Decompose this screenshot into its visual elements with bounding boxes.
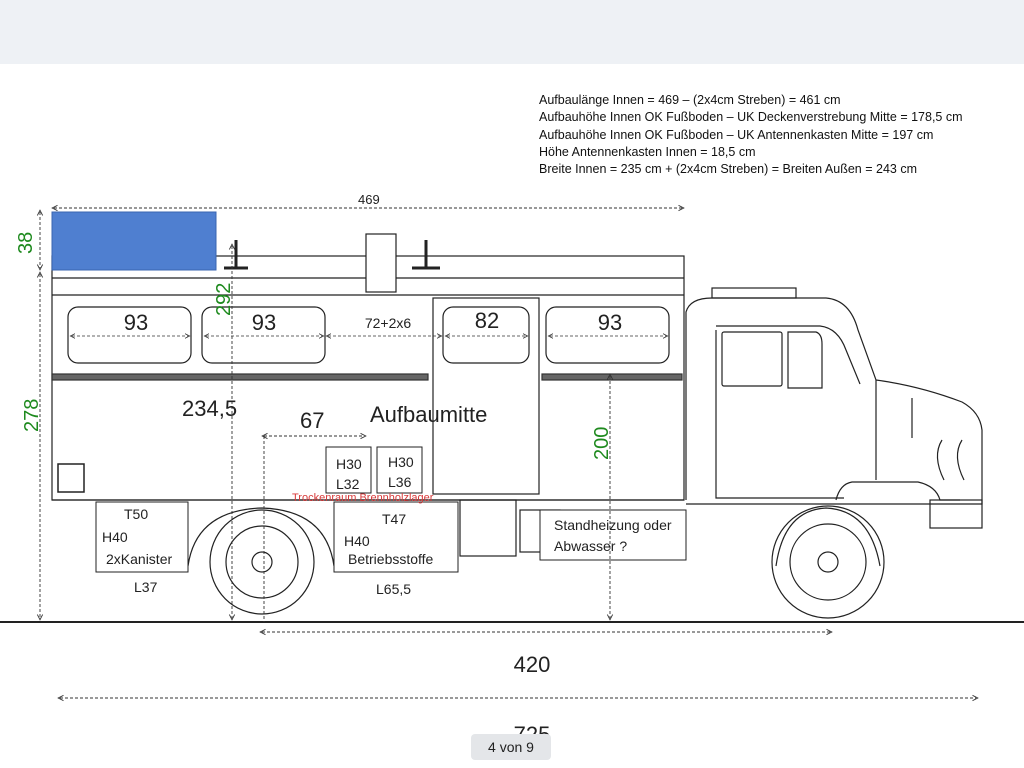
note-line: Höhe Antennenkasten Innen = 18,5 cm <box>539 144 756 159</box>
note-line: Aufbauhöhe Innen OK Fußboden – UK Deckenverstrebung Mitte = 178,5 cm <box>539 110 963 125</box>
box-a-l: L32 <box>336 476 360 492</box>
standheizung-line2: Abwasser ? <box>554 538 628 554</box>
betrieb-l: L65,5 <box>376 581 412 597</box>
truck-cab <box>686 288 982 528</box>
kanister-name: 2xKanister <box>106 551 173 567</box>
dim-top-length: 469 <box>358 192 380 207</box>
note-line: Aufbauhöhe Innen OK Fußboden – UK Antennenkasten Mitte = 197 cm <box>539 127 934 142</box>
page-indicator: 4 von 9 <box>471 734 551 760</box>
dim-292: 292 <box>213 282 235 316</box>
aufbaumitte-label: Aufbaumitte <box>370 402 488 427</box>
box-b-l: L36 <box>388 474 412 490</box>
cabinet-3-label: 82 <box>474 308 500 333</box>
cabinet-4-label: 93 <box>597 310 623 335</box>
cabinet-2-label: 93 <box>251 310 277 335</box>
dim-200: 200 <box>591 426 613 460</box>
kanister-h: H40 <box>102 529 128 545</box>
kanister-l: L37 <box>134 579 158 595</box>
dim-wheelbase: 420 <box>513 652 551 677</box>
betrieb-t: T47 <box>382 511 407 527</box>
antenna-box <box>52 212 216 270</box>
pos-2345-label: 234,5 <box>182 396 238 421</box>
note-line: Breite Innen = 235 cm + (2x4cm Streben) = Breiten Außen = 243 cm <box>539 162 917 177</box>
wheels <box>188 506 884 618</box>
slide-canvas <box>0 64 1024 768</box>
truck-drawing <box>0 64 1024 768</box>
betrieb-h: H40 <box>344 533 370 549</box>
trocken-label: Trockenraum Brennholzlager <box>292 492 434 504</box>
box-b-h: H30 <box>388 454 414 470</box>
note-line: Aufbaulänge Innen = 469 – (2x4cm Streben) = 461 cm <box>539 93 841 107</box>
viewer-toolbar <box>0 0 1024 64</box>
dim-67-label: 67 <box>300 408 325 433</box>
dim-38: 38 <box>15 231 37 254</box>
standheizung-line1: Standheizung oder <box>554 517 672 533</box>
dim-278: 278 <box>21 398 43 432</box>
cabinet-1-label: 93 <box>123 310 149 335</box>
kanister-t: T50 <box>124 506 149 522</box>
betrieb-name: Betriebsstoffe <box>348 551 434 567</box>
gap-label: 72+2x6 <box>364 315 412 331</box>
box-a-h: H30 <box>336 456 362 472</box>
